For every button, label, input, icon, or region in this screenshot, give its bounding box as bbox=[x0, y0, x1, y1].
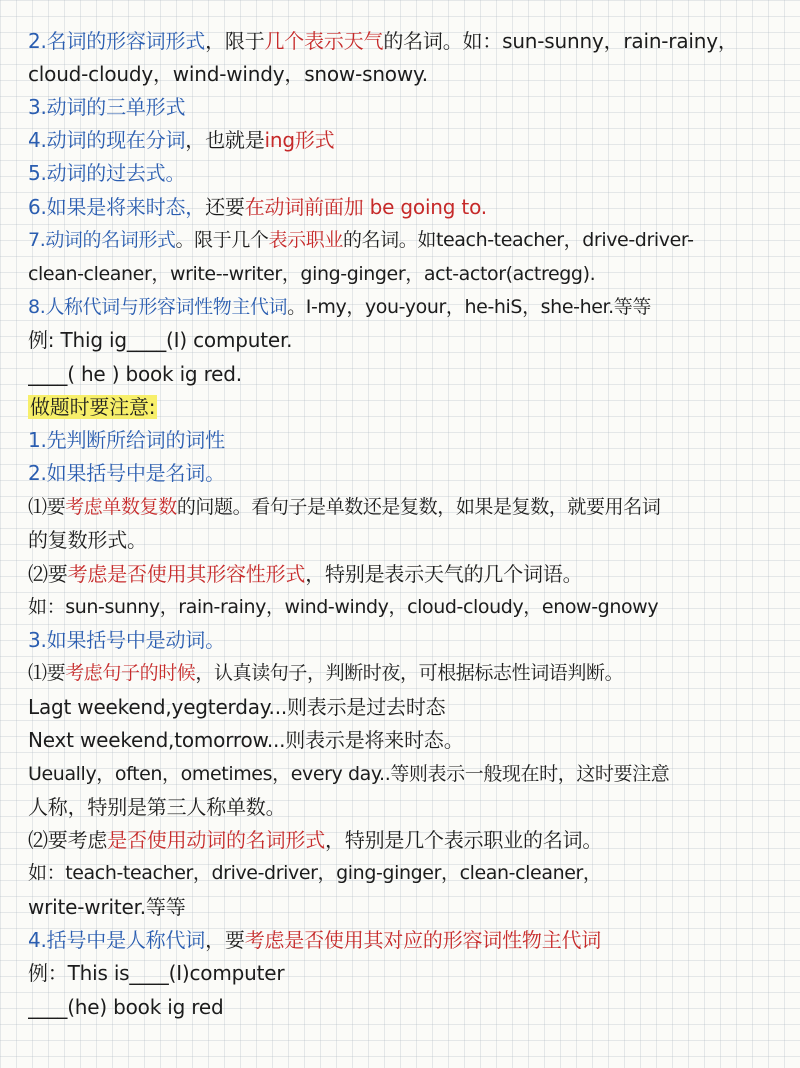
body-text: 如：teach-teacher，drive-driver，ging-ginger，clean-cleaner， bbox=[28, 862, 602, 884]
note-line bbox=[28, 891, 794, 924]
note-line bbox=[28, 58, 794, 91]
body-text: Ueually，often，ometimes，every day..等则表示一般现在时，这时要注意 bbox=[28, 763, 670, 785]
emphasis-text: 表示职业 bbox=[268, 229, 343, 251]
body-text: 的名词。如：sun-sunny，rain-rainy， bbox=[383, 29, 738, 53]
heading-text: 1.先判断所给词的词性 bbox=[28, 428, 225, 452]
note-line bbox=[28, 291, 794, 324]
body-text: ____(he) book ig red bbox=[28, 995, 224, 1019]
body-text: ⑴要 bbox=[28, 496, 66, 518]
body-text: ，限于 bbox=[205, 29, 265, 53]
emphasis-text: 是否使用动词的名词形式 bbox=[107, 828, 326, 852]
body-text: 人称，特别是第三人称单数。 bbox=[28, 795, 286, 819]
note-line bbox=[28, 724, 794, 757]
body-text: Next weekend,tomorrow...则表示是将来时态。 bbox=[28, 728, 464, 752]
note-line bbox=[28, 457, 794, 490]
note-line bbox=[28, 657, 794, 690]
heading-text: 4.括号中是人称代词 bbox=[28, 928, 206, 952]
emphasis-text: 考虑是否使用其形容性形式 bbox=[67, 562, 306, 586]
emphasis-text: 几个表示天气 bbox=[264, 29, 384, 53]
body-text: 的问题。看句子是单数还是复数，如果是复数，就要用名词 bbox=[176, 496, 661, 518]
note-line bbox=[28, 258, 794, 291]
note-line bbox=[28, 124, 794, 157]
body-text: ，特别是表示天气的几个词语。 bbox=[305, 562, 583, 586]
body-text: Lagt weekend,yegterday...则表示是过去时态 bbox=[28, 695, 446, 719]
body-text: ，要 bbox=[205, 928, 245, 952]
body-text: ，也就是 bbox=[185, 128, 265, 152]
note-line bbox=[28, 857, 794, 890]
note-line bbox=[28, 591, 794, 624]
note-line bbox=[28, 558, 794, 591]
heading-text: 5.动词的过去式。 bbox=[28, 161, 186, 185]
note-line bbox=[28, 25, 794, 58]
note-line bbox=[28, 691, 794, 724]
emphasis-text: 考虑句子的时候 bbox=[65, 662, 196, 684]
emphasis-text: 考虑是否使用其对应的形容词性物主代词 bbox=[244, 928, 602, 952]
body-text: 如：sun-sunny，rain-rainy，wind-windy，cloud-cloudy，enow-gnowy bbox=[28, 596, 659, 618]
body-text: ⑵要考虑 bbox=[28, 828, 108, 852]
heading-text: 3.如果括号中是动词。 bbox=[28, 628, 225, 652]
heading-text: 2.如果括号中是名词。 bbox=[28, 461, 225, 485]
body-text: write-writer.等等 bbox=[28, 895, 186, 919]
body-text: ____( he ) book ig red. bbox=[28, 362, 242, 386]
body-text: ⑴要 bbox=[28, 662, 66, 684]
heading-text: 2.名词的形容词形式 bbox=[28, 29, 206, 53]
heading-text: 8.人称代词与形容词性物主代词 bbox=[28, 296, 288, 318]
body-text: clean-cleaner，write--writer，ging-ginger，act-actor(actregg). bbox=[28, 263, 596, 285]
note-line bbox=[28, 358, 794, 391]
note-line bbox=[28, 191, 794, 224]
note-line bbox=[28, 991, 794, 1024]
body-text: 。限于几个 bbox=[175, 229, 269, 251]
body-text: 的名词。如teach-teacher，drive-driver- bbox=[342, 229, 694, 251]
note-line bbox=[28, 791, 794, 824]
heading-text: 3.动词的三单形式 bbox=[28, 95, 186, 119]
highlighted-heading: 做题时要注意: bbox=[30, 395, 156, 419]
note-line bbox=[28, 824, 794, 857]
body-text: ，认真读句子，判断时夜，可根据标志性词语判断。 bbox=[195, 662, 624, 684]
note-line bbox=[28, 924, 794, 957]
note-line bbox=[28, 91, 794, 124]
note-line bbox=[28, 758, 794, 791]
heading-text: 4.动词的现在分词 bbox=[28, 128, 186, 152]
note-line bbox=[28, 157, 794, 190]
note-line bbox=[28, 624, 794, 657]
heading-text: 7.动词的名词形式 bbox=[28, 229, 176, 251]
body-text: ⑵要 bbox=[28, 562, 68, 586]
body-text: ，特别是几个表示职业的名词。 bbox=[325, 828, 603, 852]
body-text: 。I-my，you-your，he-hiS，she-her.等等 bbox=[287, 296, 652, 318]
emphasis-text: 在动词前面加 be going to. bbox=[244, 195, 487, 219]
body-text: cloud-cloudy，wind-windy，snow-snowy. bbox=[28, 62, 428, 86]
note-line bbox=[28, 491, 794, 524]
note-line bbox=[28, 324, 794, 357]
body-text: 例: Thig ig____(I) computer. bbox=[28, 328, 293, 352]
heading-text: 6.如果是将来时态， bbox=[28, 195, 206, 219]
emphasis-text: 考虑单数复数 bbox=[65, 496, 177, 518]
note-line bbox=[28, 957, 794, 990]
note-line bbox=[28, 524, 794, 557]
body-text: 的复数形式。 bbox=[28, 528, 147, 552]
emphasis-text: ing形式 bbox=[264, 128, 335, 152]
body-text: 例：This is____(I)computer bbox=[28, 961, 285, 985]
note-line bbox=[28, 424, 794, 457]
body-text: 还要 bbox=[205, 195, 245, 219]
note-line bbox=[28, 224, 794, 257]
note-line bbox=[28, 391, 794, 424]
